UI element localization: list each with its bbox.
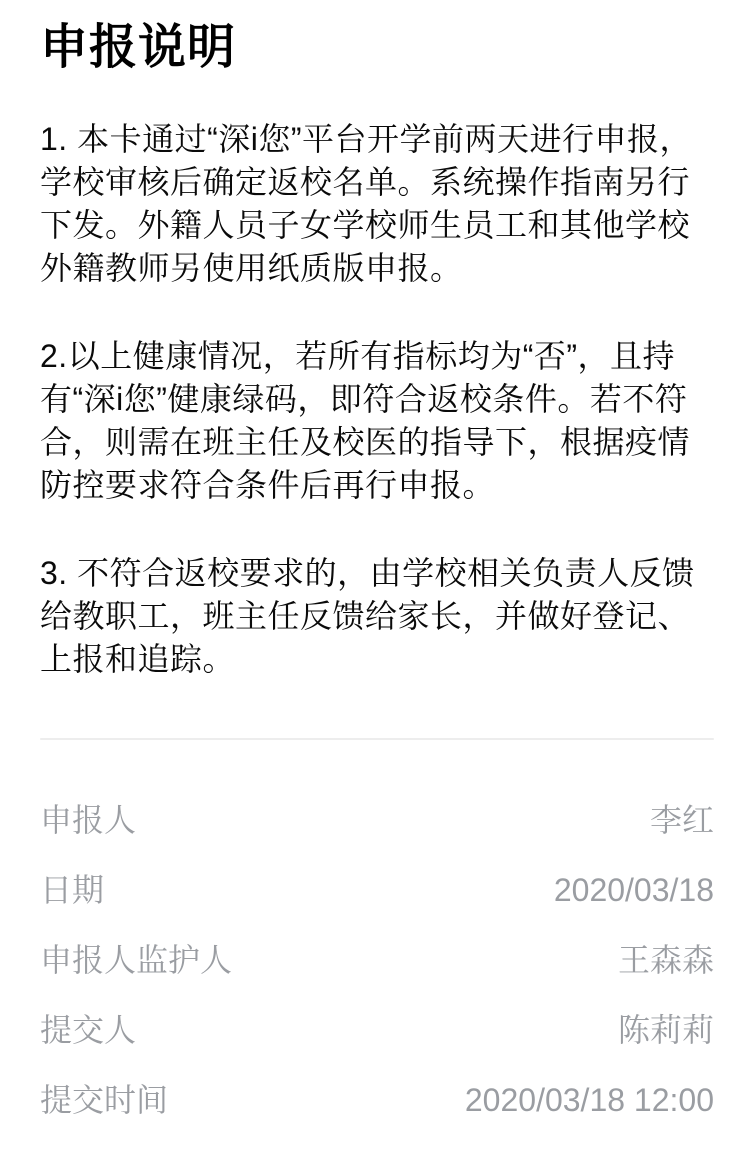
date-label: 日期 [40,872,105,908]
info-row-guardian [40,925,714,995]
info-row-date [40,855,714,925]
info-row-submit-time [40,1065,714,1135]
page-title: 申报说明 [40,21,237,74]
info-row-declarant [40,785,714,855]
instruction-paragraph-1: 1. 本卡通过“深i您”平台开学前两天进行申报，学校审核后确定返校名单。系统操作指南另行下发。外籍人员子女学校师生员工和其他学校外籍教师另使用纸质版申报。 [40,121,693,286]
submit-time-value: 2020/03/18 12:00 [464,1082,714,1118]
declarant-value: 李红 [649,802,714,838]
guardian-value: 王森森 [617,942,714,978]
date-value: 2020/03/18 [553,872,714,908]
submitter-value: 陈莉莉 [617,1012,714,1048]
instruction-paragraph-3: 3. 不符合返校要求的，由学校相关负责人反馈给教职工，班主任反馈给家长，并做好登记、上报和追踪。 [40,555,695,677]
declaration-summary-list [40,785,714,1135]
submit-time-label: 提交时间 [40,1082,169,1118]
submitter-label: 提交人 [40,1012,137,1048]
info-row-submitter [40,995,714,1065]
guardian-label: 申报人监护人 [40,942,233,978]
section-divider [40,738,714,740]
declarant-label: 申报人 [40,802,137,838]
instruction-paragraph-2: 2.以上健康情况，若所有指标均为“否”，且持有“深i您”健康绿码，即符合返校条件。若不符合，则需在班主任及校医的指导下，根据疫情防控要求符合条件后再行申报。 [40,338,691,503]
